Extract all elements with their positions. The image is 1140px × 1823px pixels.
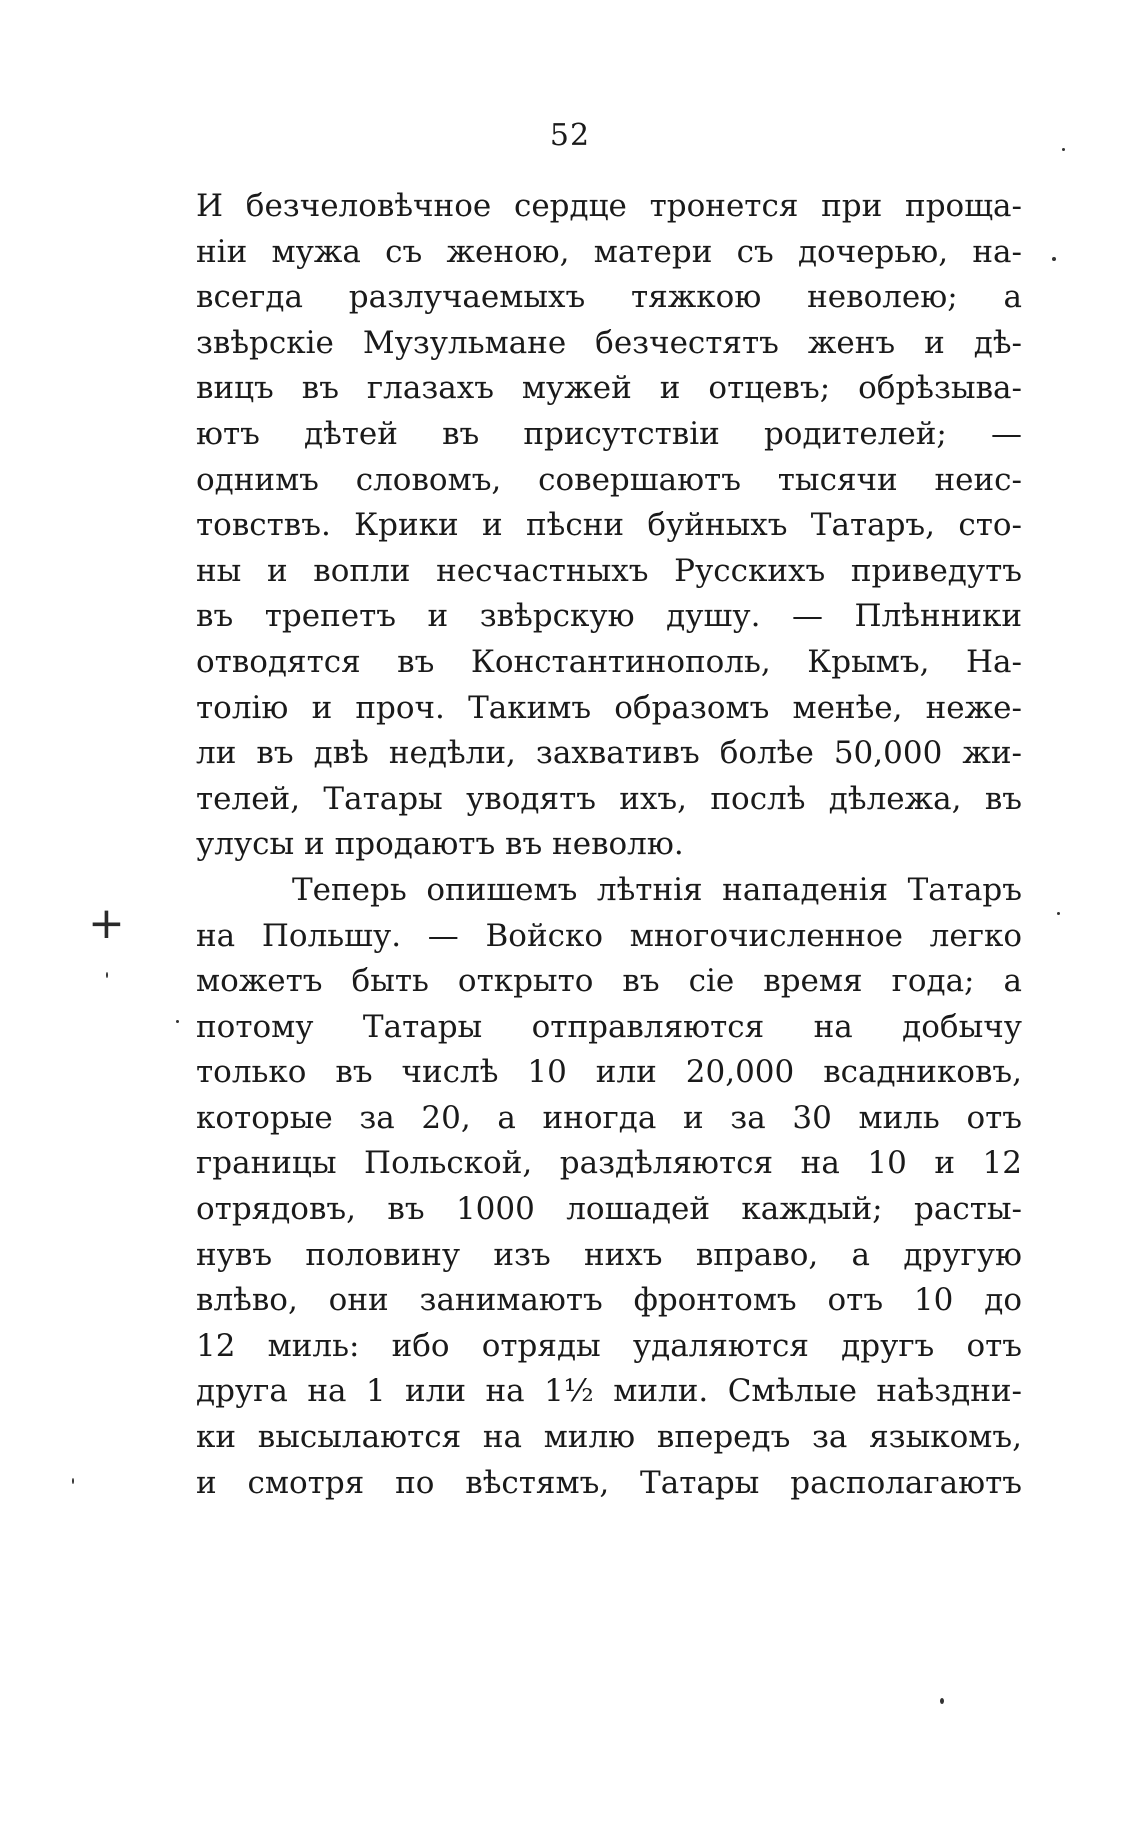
text-line: влѣво, они занимаютъ фронтомъ отъ 10 до — [196, 1282, 1022, 1319]
text-line: нувъ половину изъ нихъ вправо, а другую — [196, 1236, 1022, 1273]
text-line: ютъ дѣтей въ присутствіи родителей; — — [196, 415, 1022, 452]
text-line: можетъ быть открыто въ сіе время года; а — [196, 963, 1022, 1000]
text-line: и смотря по вѣстямъ, Татары располагаютъ — [196, 1464, 1022, 1501]
text-line: ны и вопли несчастныхъ Русскихъ приведутъ — [196, 552, 1022, 589]
scan-speck — [106, 972, 108, 978]
scan-speck — [1057, 912, 1060, 915]
text-line: ки высылаются на милю впередъ за языкомъ, — [196, 1419, 1022, 1456]
text-line: отводятся въ Константинополь, Крымъ, На- — [196, 643, 1022, 680]
text-line: ли въ двѣ недѣли, захвативъ болѣе 50,000 жи- — [196, 735, 1022, 772]
scan-speck — [940, 1698, 944, 1704]
scan-speck — [1062, 148, 1065, 151]
text-line: товствъ. Крики и пѣсни буйныхъ Татаръ, сто- — [196, 507, 1022, 544]
text-line: потому Татары отправляются на добычу — [196, 1008, 1022, 1045]
text-line: всегда разлучаемыхъ тяжкою неволею; а — [196, 279, 1022, 316]
text-line: 12 миль: ибо отряды удаляются другъ отъ — [196, 1327, 1022, 1364]
scan-speck — [1052, 257, 1056, 261]
text-line: однимъ словомъ, совершаютъ тысячи неис- — [196, 461, 1022, 498]
text-line: телей, Татары уводятъ ихъ, послѣ дѣлежа, въ — [196, 780, 1022, 817]
text-line: въ трепетъ и звѣрскую душу. — Плѣнники — [196, 598, 1022, 635]
margin-annotation: + — [88, 898, 125, 949]
text-line: границы Польской, раздѣляются на 10 и 12 — [196, 1145, 1022, 1182]
scan-speck — [72, 1478, 74, 1484]
text-line: ніи мужа съ женою, матери съ дочерью, на- — [196, 233, 1022, 270]
scan-speck — [176, 1020, 179, 1023]
text-line: отрядовъ, въ 1000 лошадей каждый; расты- — [196, 1191, 1022, 1228]
text-line: звѣрскіе Музульмане безчестятъ женъ и дѣ- — [196, 324, 1022, 361]
text-line: вицъ въ глазахъ мужей и отцевъ; обрѣзыва- — [196, 370, 1022, 407]
text-line: И безчеловѣчное сердце тронется при проща- — [196, 188, 1022, 224]
text-line: только въ числѣ 10 или 20,000 всадниковъ, — [196, 1054, 1022, 1091]
text-line: друга на 1 или на 1½ мили. Смѣлые наѣздни- — [196, 1373, 1022, 1410]
body-text — [196, 184, 1022, 1506]
text-line: улусы и продаютъ въ неволю. — [196, 826, 684, 863]
page-number: 52 — [549, 118, 591, 153]
text-line: Теперь опишемъ лѣтнія нападенія Татаръ — [292, 871, 1022, 908]
text-line: на Польшу. — Войско многочисленное легко — [196, 917, 1022, 954]
text-line: толію и проч. Такимъ образомъ менѣе, неже- — [196, 689, 1022, 726]
text-line: которые за 20, а иногда и за 30 миль отъ — [196, 1099, 1022, 1136]
